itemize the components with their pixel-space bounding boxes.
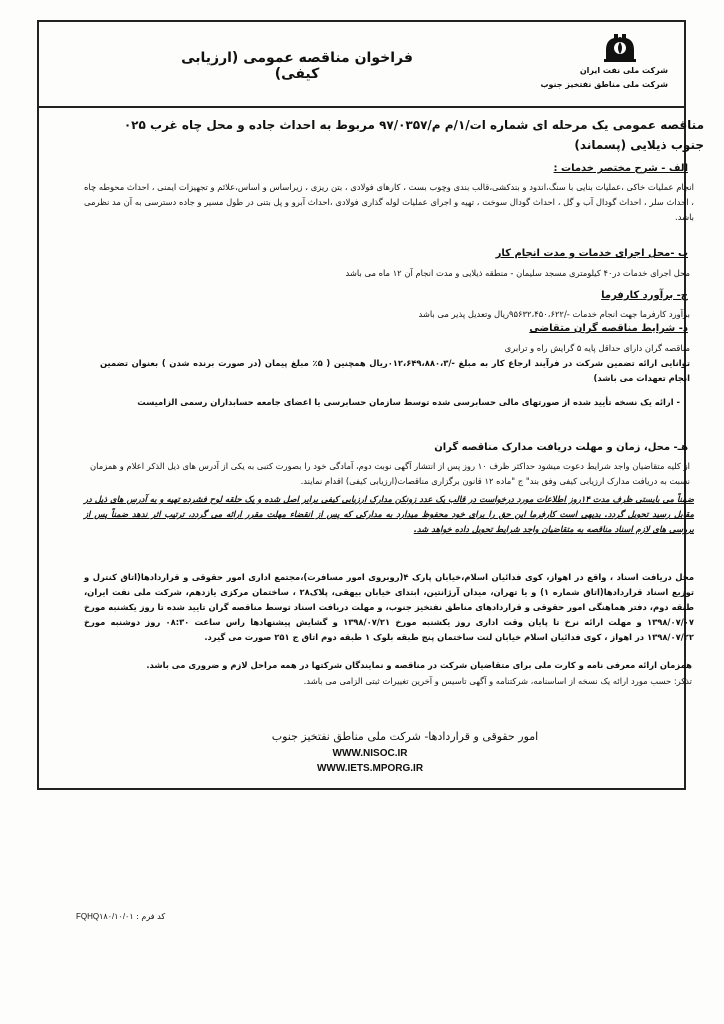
website-link-nisoc[interactable]: WWW.NISOC.IR — [332, 748, 408, 759]
section-e-heading: هـ- محل، زمان و مهلت دریافت مدارک مناقصه گران — [434, 442, 688, 453]
section-a-heading: الف - شرح مختصر خدمات : — [553, 163, 688, 174]
section-e-body-invitation: از کلیه متقاضیان واجد شرایط دعوت میشود حداکثر ظرف ۱۰ روز پس از انتشار آگهی نوبت دوم، آمادگی خود را بصورت کتبی به یکی از آدرس های ذیل الذکر اعلام و همزمان نسبت به دریافت مدارک ارزیابی کیفی وفق بند" ج "ماده ۱۲ قانون برگزاری مناقصات(ارزیابی کیفی) اقدام نمایند. — [90, 461, 690, 486]
section-c-body: برآورد کارفرما جهت انجام خدمات -/۹۵۶۳۲،۴۵۰،۶۲۲ریال وتعدیل پذیر می باشد — [418, 309, 690, 319]
company-name-nioc: شرکت ملی نفت ایران — [579, 66, 668, 75]
nioc-logo-icon — [602, 30, 638, 64]
form-code — [62, 912, 165, 921]
notice-header — [37, 20, 686, 108]
section-d-body-guarantee: توانایی ارائه تضمین شرکت در فرآیند ارجاع کار به مبلغ -/۰۱۲،۶۴۹،۸۸۰،۳ریال همچنین ( ۵٪ مبلغ پیمان (در صورت برنده شدن ) بعنوان تضمین انجام تعهدات می باشد) — [100, 358, 690, 383]
section-e-body-note: تذکر: حسب مورد ارائه یک نسخه از اساسنامه، شرکتنامه و آگهی تاسیس و آخرین تغییرات ثبتی الزامی می باشد. — [303, 676, 692, 686]
section-d-body-financials: - ارائه یک نسخه تأیید شده از صورتهای مالی حسابرسی شده توسط سازمان حسابرسی یا اعضای جامعه حسابداران رسمی الزامیست — [137, 397, 680, 407]
tender-title: مناقصه عمومی یک مرحله ای شماره ات/۱/م م/۹۷/۰۳۵۷ مربوط به احداث جاده و محل چاه غرب ۰۲۵ جنوب ذیلایی (پسماند) — [123, 118, 704, 152]
section-a-body: انجام عملیات خاکی ،عملیات بنایی با سنگ،اندود و بندکشی،قالب بندی وچوب بست ، کارهای فولادی ، بتن ریزی ، زیراساس و اساس،علائم و تجهیزات ایمنی ، احداث محوطه چاه ، احداث سلر ، احداث گودال آب و گل ، احداث گودال سوخت ، تهیه و اجرای عملیات لوله گذاری فولادی ،احداث آبرو و پل بتنی در طول مسیر و جاده دسترسی به آن مد نظرمی باشد. — [84, 182, 694, 222]
notice-title: فراخوان مناقصه عمومی (ارزیابی کیفی) — [181, 50, 413, 82]
section-e-body-deadline: ضمناً می بایستی ظرف مدت ۱۴روز اطلاعات مورد درخواست در قالب یک عدد زونکن مدارک ارزیابی کیفی برابر اصل شده و یک حلقه لوح فشرده تهیه و به آدرس های ذیل در مقابل رسید تحویل گردد. بدیهی است کارفرما این حق را برای خود محفوظ میدارد به مدارکی که پس از انقضاء مهلت مقرر ارائه می گردد، ترتیب اثر ندهد ضمناً پس از بررسی های لازم اسناد مناقصه به متقاضیان واجد شرایط تحویل داده خواهد شد. — [84, 494, 694, 534]
form-code-value: FQHQ۱۸۰/۱۰/۰۱ — [76, 912, 134, 921]
section-d-heading: د- شرایط مناقصه گران متقاضی — [529, 323, 688, 334]
section-b-body: محل اجرای خدمات در۴۰ کیلومتری مسجد سلیمان - منطقه ذیلایی و مدت انجام آن ۱۲ ماه می باشد — [345, 268, 690, 278]
company-name-nisoc: شرکت ملی مناطق نفتخیز جنوب — [540, 80, 668, 89]
section-d-body-grade: مناقصه گران دارای حداقل پایه ۵ گرایش راه و ترابری — [504, 343, 690, 353]
form-code-label: کد فرم : — [136, 912, 166, 921]
section-c-heading: ج- برآورد کارفرما — [601, 290, 688, 301]
section-b-heading: ب -محل اجرای خدمات و مدت انجام کار — [495, 248, 688, 259]
section-e-body-introduction: همزمان ارائه معرفی نامه و کارت ملی برای متقاضیان شرکت در مناقصه و نمایندگان شرکتها در همه مراحل لازم و ضروری می باشد. — [146, 660, 692, 670]
issuing-department: امور حقوقی و قراردادها- شرکت ملی مناطق نفتخیز جنوب — [271, 730, 539, 743]
section-e-body-location: محل دریافت اسناد ، واقع در اهواز، کوی فدائیان اسلام،خیابان پارک ۴(روبروی امور مسافرت)،مجتمع اداری امور حقوقی و قراردادها(اتاق کنترل و توزیع اسناد قراردادها(اتاق شماره ۱) و یا تهران، میدان آرژانتین، ابتدای خیابان بیهقی، پلاک۲۸ ، ساختمان مرکزی یازدهم، شرکت ملی نفت ایران، طبقه دوم، دفتر هماهنگی امور حقوقی و قراردادهای مناطق نفتخیز جنوب، و مهلت دریافت اسناد توسط مناقصه گران تایید شده تا روز یکشنبه مورخ ۱۳۹۸/۰۷/۰۷ و مهلت ارائه نرخ تا پایان وقت اداری روز یکشنبه مورخ ۱۳۹۸/۰۷/۲۱ و گشایش پیشنهادها راس ساعت ۰۸:۳۰ روز دوشنبه مورخ ۱۳۹۸/۰۷/۲۲ در اهواز ، کوی فدائیان اسلام خیابان لنت ساختمان پنج طبقه بلوک ۱ طبقه دوم اتاق ج ۲۵۱ صورت می گیرد. — [84, 572, 694, 642]
website-link-iets[interactable]: WWW.IETS.MPORG.IR — [316, 763, 424, 774]
